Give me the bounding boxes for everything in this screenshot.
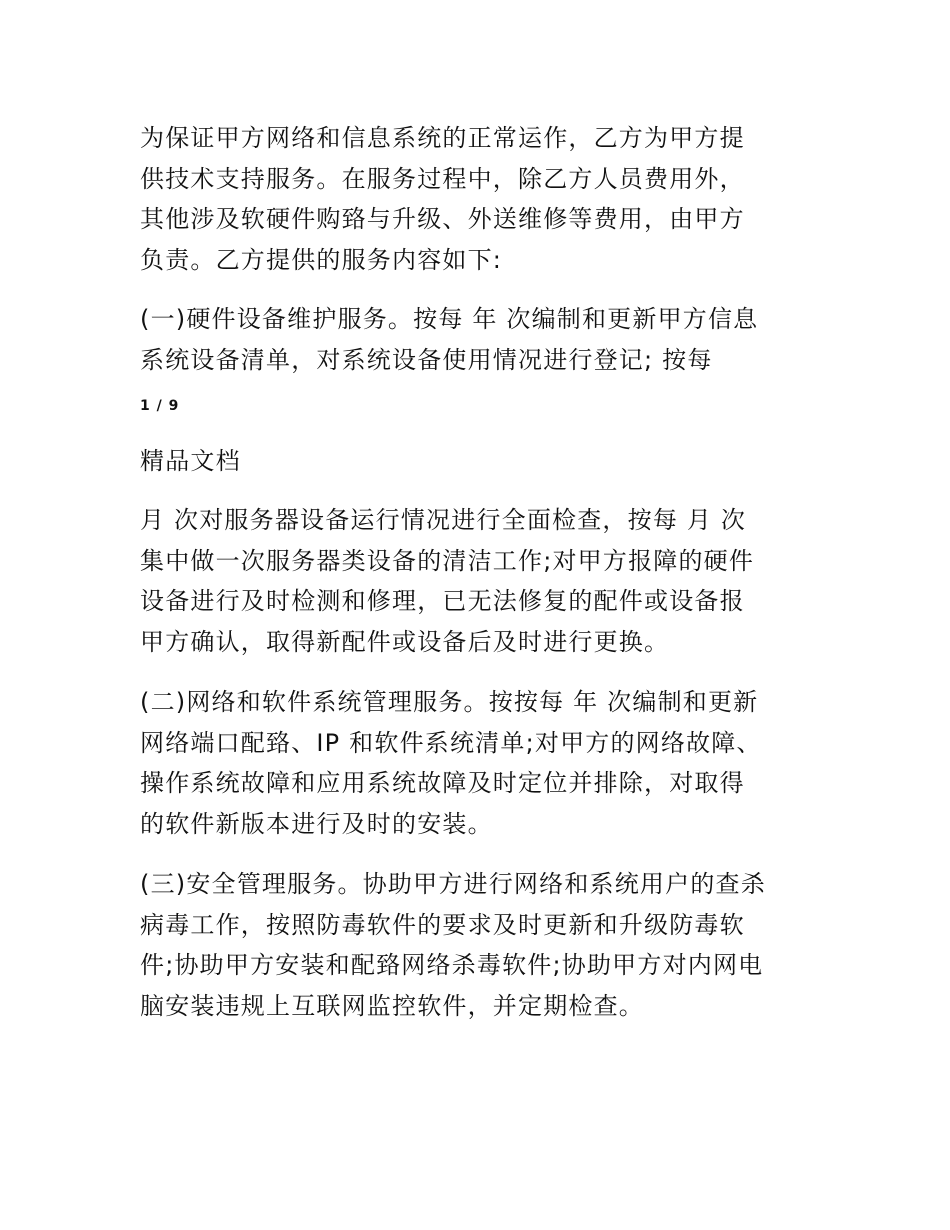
text-line: 为保证甲方网络和信息系统的正常运作，乙方为甲方提 xyxy=(140,124,745,152)
text-line: 病毒工作，按照防毒软件的要求及时更新和升级防毒软 xyxy=(140,910,745,939)
paragraph-network-software xyxy=(140,682,820,844)
paragraph-intro xyxy=(140,118,820,280)
text-line: (一)硬件设备维护服务。按每 年 次编制和更新甲方信息 xyxy=(140,305,759,333)
text-line: 其他涉及软硬件购臵与升级、外送维修等费用，由甲方 xyxy=(140,205,745,233)
text-line: (二)网络和软件系统管理服务。按按每 年 次编制和更新 xyxy=(140,688,759,716)
paragraph-hardware-maintenance xyxy=(140,299,820,380)
paragraph-security-management xyxy=(140,864,820,1026)
text-line: 设备进行及时检测和修理，已无法修复的配件或设备报 xyxy=(140,587,745,615)
text-line: (三)安全管理服务。协助甲方进行网络和系统用户的查杀 xyxy=(140,870,766,898)
text-line: 脑安装违规上互联网监控软件，并定期检查。 xyxy=(140,991,644,1020)
text-line: 甲方确认，取得新配件或设备后及时进行更换。 xyxy=(140,627,670,656)
text-line: 集中做一次服务器类设备的清洁工作;对甲方报障的硬件 xyxy=(140,546,755,575)
text-line: 件;协助甲方安装和配臵网络杀毒软件;协助甲方对内网电 xyxy=(140,951,764,979)
text-line: 月 次对服务器设备运行情况进行全面检查，按每 月 次 xyxy=(140,506,747,534)
page-number: 1 / 9 xyxy=(140,398,180,414)
paragraph-hardware-maintenance-continued xyxy=(140,500,820,662)
text-line: 系统设备清单，对系统设备使用情况进行登记; 按每 xyxy=(140,345,713,374)
text-line: 供技术支持服务。在服务过程中，除乙方人员费用外， xyxy=(140,164,745,193)
text-line: 网络端口配臵、IP 和软件系统清单;对甲方的网络故障、 xyxy=(140,728,762,757)
text-line: 操作系统故障和应用系统故障及时定位并排除，对取得 xyxy=(140,769,745,797)
running-header: 精品文档 xyxy=(140,447,241,475)
text-line: 负责。乙方提供的服务内容如下: xyxy=(140,245,503,274)
text-line: 的软件新版本进行及时的安装。 xyxy=(140,809,493,838)
